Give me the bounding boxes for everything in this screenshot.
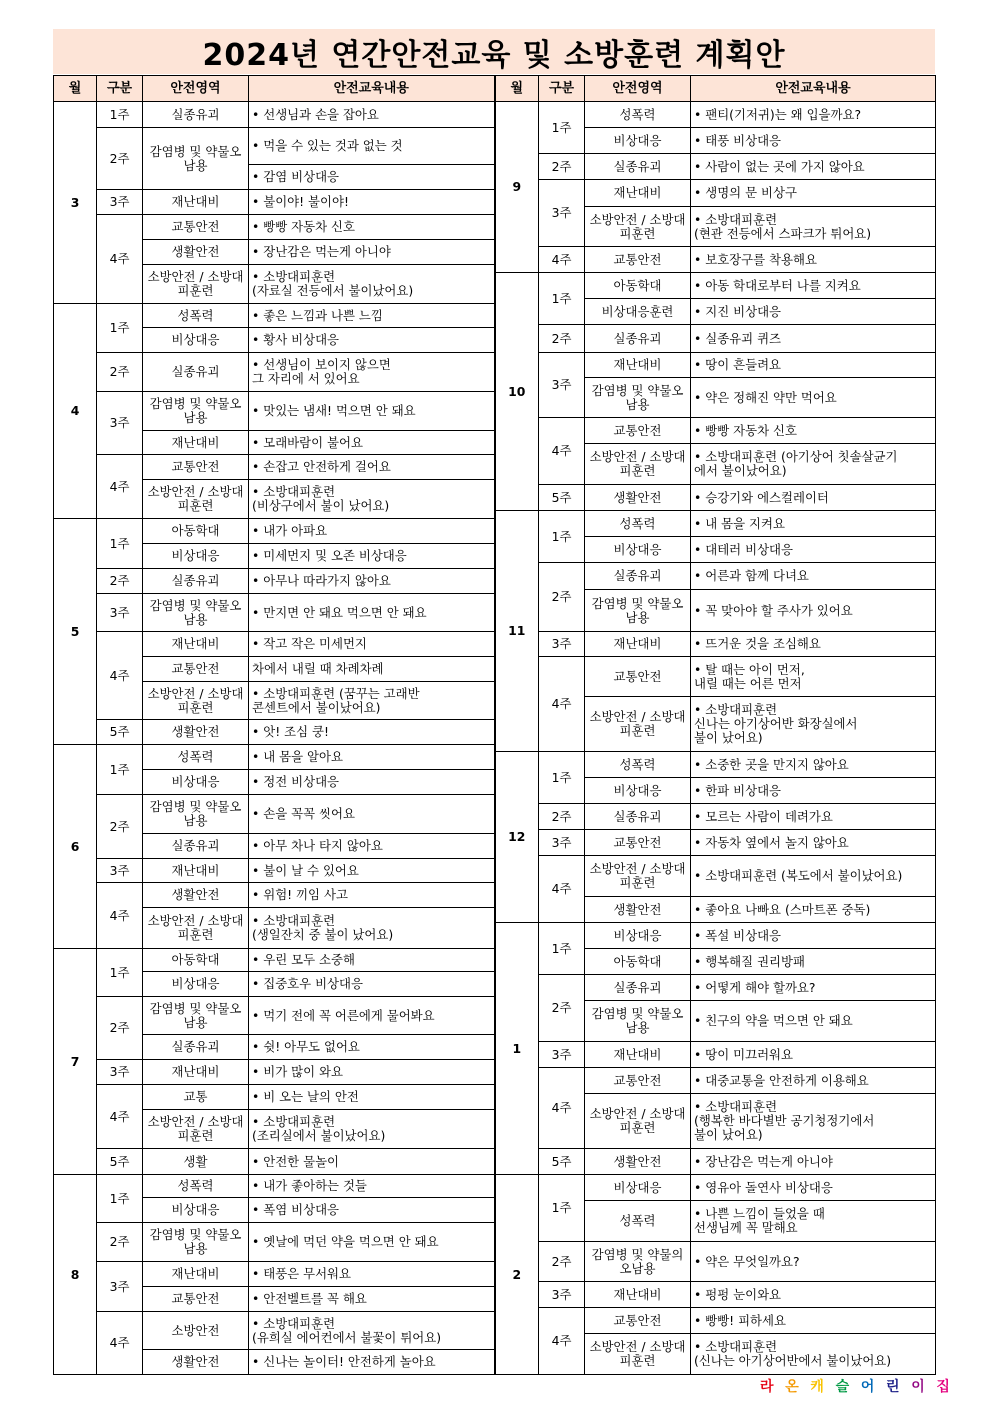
area-cell: 비상대응훈련 — [585, 299, 691, 325]
area-cell: 감염병 및 약물오남용 — [143, 795, 249, 834]
safety-plan-table — [53, 75, 936, 1375]
content-cell: • 비 오는 날의 안전 — [249, 1085, 495, 1110]
content-cell: • 선생님과 손을 잡아요 — [249, 102, 495, 128]
area-cell: 아동학대 — [143, 519, 249, 544]
content-cell: • 소방대피훈련 (비상구에서 불이 났어요) — [249, 480, 495, 519]
header-content: 안전교육내용 — [691, 76, 936, 102]
week-cell: 3주 — [97, 1060, 143, 1085]
content-cell: • 소방대피훈련 (아기상어 칫솔살균기 에서 불이났어요) — [691, 444, 936, 485]
week-cell: 4주 — [97, 1312, 143, 1375]
content-cell: • 내가 좋아하는 것들 — [249, 1175, 495, 1198]
month-cell: 2 — [495, 1175, 539, 1375]
area-cell: 교통안전 — [143, 455, 249, 480]
area-cell: 비상대응 — [585, 923, 691, 949]
content-cell: • 꼭 맞아야 할 주사가 있어요 — [691, 590, 936, 632]
content-cell: • 보호장구를 착용해요 — [691, 247, 936, 273]
area-cell: 실종유괴 — [143, 1035, 249, 1060]
week-cell: 4주 — [97, 455, 143, 519]
area-cell: 재난대비 — [143, 431, 249, 455]
area-cell: 재난대비 — [585, 180, 691, 207]
area-cell: 실종유괴 — [143, 102, 249, 128]
content-cell: • 집중호우 비상대응 — [249, 972, 495, 997]
month-cell: 4 — [54, 304, 97, 519]
area-cell: 생활안전 — [585, 485, 691, 511]
week-cell: 1주 — [97, 745, 143, 795]
content-cell: • 불이야! 불이야! — [249, 190, 495, 215]
week-cell: 4주 — [539, 657, 585, 752]
week-cell: 1주 — [539, 102, 585, 154]
content-cell: • 아무 차나 타지 않아요 — [249, 834, 495, 859]
month-cell: 11 — [495, 511, 539, 752]
area-cell: 재난대비 — [143, 859, 249, 883]
content-cell: • 행복해질 권리방패 — [691, 949, 936, 975]
content-cell: • 소방대피훈련 (현관 전등에서 스파크가 튀어요) — [691, 207, 936, 247]
content-cell: • 소방대피훈련 (생일잔치 중 불이 났어요) — [249, 908, 495, 949]
week-cell: 1주 — [97, 304, 143, 353]
content-cell: • 불이 날 수 있어요 — [249, 859, 495, 883]
week-cell: 1주 — [539, 1175, 585, 1242]
footer-char: 캐 — [810, 1379, 824, 1395]
month-cell: 1 — [495, 923, 539, 1175]
area-cell: 소방안전 / 소방대피훈련 — [585, 1334, 691, 1375]
content-cell: • 땅이 미끄러워요 — [691, 1042, 936, 1068]
area-cell: 성폭력 — [585, 102, 691, 128]
area-cell: 성폭력 — [585, 752, 691, 778]
area-cell: 교통안전 — [585, 247, 691, 273]
content-cell: • 미세먼지 및 오존 비상대응 — [249, 544, 495, 569]
content-cell: • 신나는 놀이터! 안전하게 놀아요 — [249, 1350, 495, 1375]
area-cell: 재난대비 — [585, 1042, 691, 1068]
content-cell: • 땅이 흔들려요 — [691, 353, 936, 378]
week-cell: 2주 — [539, 1242, 585, 1282]
area-cell: 실종유괴 — [585, 804, 691, 830]
content-cell: • 뜨거운 것을 조심해요 — [691, 632, 936, 657]
content-cell: • 옛날에 먹던 약을 먹으면 안 돼요 — [249, 1223, 495, 1262]
content-cell: • 안전한 물놀이 — [249, 1149, 495, 1175]
content-cell: • 앗! 조심 쿵! — [249, 720, 495, 745]
area-cell: 교통안전 — [143, 215, 249, 240]
footer-char: 슬 — [835, 1379, 850, 1395]
area-cell: 교통안전 — [585, 657, 691, 697]
area-cell: 재난대비 — [585, 632, 691, 657]
week-cell: 4주 — [539, 418, 585, 485]
week-cell: 1주 — [97, 519, 143, 569]
month-cell: 6 — [54, 745, 97, 949]
table-row — [54, 102, 936, 128]
week-cell: 4주 — [539, 1308, 585, 1375]
content-cell: • 손을 꼭꼭 씻어요 — [249, 795, 495, 834]
area-cell: 소방안전 — [143, 1312, 249, 1350]
content-cell: • 모래바람이 불어요 — [249, 431, 495, 455]
week-cell: 5주 — [539, 485, 585, 511]
content-cell: • 사람이 없는 곳에 가지 않아요 — [691, 154, 936, 180]
area-cell: 교통안전 — [585, 830, 691, 856]
area-cell: 소방안전 / 소방대피훈련 — [143, 480, 249, 519]
content-cell: • 약은 정해진 약만 먹어요 — [691, 378, 936, 418]
area-cell: 감염병 및 약물오남용 — [143, 128, 249, 190]
area-cell: 교통안전 — [585, 1308, 691, 1334]
area-cell: 감염병 및 약물오남용 — [143, 997, 249, 1035]
area-cell: 교통안전 — [143, 1287, 249, 1312]
area-cell: 교통 — [143, 1085, 249, 1110]
content-cell: • 대테러 비상대응 — [691, 537, 936, 563]
content-cell: • 만지면 안 돼요 먹으면 안 돼요 — [249, 594, 495, 632]
week-cell: 5주 — [539, 1149, 585, 1175]
week-cell: 3주 — [97, 1262, 143, 1312]
week-cell: 2주 — [539, 975, 585, 1042]
week-cell: 4주 — [539, 1068, 585, 1149]
table-header-row — [54, 76, 936, 102]
area-cell: 감염병 및 약물오남용 — [585, 590, 691, 632]
content-cell: • 소방대피훈련 (유희실 에어컨에서 불꽃이 튀어요) — [249, 1312, 495, 1350]
area-cell: 재난대비 — [143, 1262, 249, 1287]
area-cell: 비상대응 — [143, 544, 249, 569]
content-cell: • 소방대피훈련 (복도에서 불이났어요) — [691, 856, 936, 897]
content-cell: • 지진 비상대응 — [691, 299, 936, 325]
header-week: 구분 — [97, 76, 143, 102]
week-cell: 1주 — [97, 1175, 143, 1223]
content-cell: • 빵빵 자동차 신호 — [249, 215, 495, 240]
content-cell: • 우린 모두 소중해 — [249, 949, 495, 972]
content-cell: • 내 몸을 알아요 — [249, 745, 495, 770]
content-cell: • 아무나 따라가지 않아요 — [249, 569, 495, 594]
footer-char: 이 — [911, 1379, 925, 1395]
content-cell: • 소방대피훈련 (자료실 전등에서 불이났어요) — [249, 265, 495, 304]
week-cell: 1주 — [97, 102, 143, 128]
content-cell: • 어떻게 해야 할까요? — [691, 975, 936, 1001]
footer-char: 온 — [785, 1379, 799, 1395]
area-cell: 실종유괴 — [585, 563, 691, 590]
area-cell: 교통안전 — [585, 418, 691, 444]
week-cell: 1주 — [97, 949, 143, 997]
area-cell: 감염병 및 약물오남용 — [143, 1223, 249, 1262]
area-cell: 감염병 및 약물오남용 — [585, 1001, 691, 1042]
area-cell: 감염병 및 약물의오남용 — [585, 1242, 691, 1282]
week-cell: 2주 — [97, 128, 143, 190]
week-cell: 4주 — [97, 632, 143, 720]
month-cell: 12 — [495, 752, 539, 923]
content-cell: • 자동차 옆에서 놀지 않아요 — [691, 830, 936, 856]
content-cell: • 약은 무엇일까요? — [691, 1242, 936, 1282]
area-cell: 재난대비 — [143, 190, 249, 215]
content-cell: • 펑펑 눈이와요 — [691, 1282, 936, 1308]
area-cell: 실종유괴 — [585, 325, 691, 353]
content-cell: • 장난감은 먹는게 아니야 — [691, 1149, 936, 1175]
week-cell: 1주 — [539, 511, 585, 563]
area-cell: 재난대비 — [585, 353, 691, 378]
month-cell: 3 — [54, 102, 97, 304]
content-cell: 차에서 내릴 때 차례차례 — [249, 657, 495, 682]
month-cell: 7 — [54, 949, 97, 1175]
area-cell: 소방안전 / 소방대피훈련 — [585, 1094, 691, 1149]
week-cell: 4주 — [97, 1085, 143, 1149]
footer-char: 라 — [760, 1379, 774, 1395]
content-cell: • 작고 작은 미세먼지 — [249, 632, 495, 657]
area-cell: 소방안전 / 소방대피훈련 — [585, 207, 691, 247]
week-cell: 2주 — [97, 997, 143, 1060]
content-cell: • 빵빵 자동차 신호 — [691, 418, 936, 444]
content-cell: • 안전벨트를 꼭 해요 — [249, 1287, 495, 1312]
content-cell: • 쉿! 아무도 없어요 — [249, 1035, 495, 1060]
week-cell: 3주 — [97, 190, 143, 215]
week-cell: 1주 — [539, 752, 585, 804]
content-cell: • 모르는 사람이 데려가요 — [691, 804, 936, 830]
content-cell: • 내 몸을 지켜요 — [691, 511, 936, 537]
area-cell: 교통안전 — [143, 657, 249, 682]
content-cell: • 빵빵! 피하세요 — [691, 1308, 936, 1334]
header-week: 구분 — [539, 76, 585, 102]
week-cell: 1주 — [539, 273, 585, 325]
week-cell: 3주 — [97, 392, 143, 455]
area-cell: 아동학대 — [585, 273, 691, 299]
content-cell: • 탈 때는 아이 먼저, 내릴 때는 어른 먼저 — [691, 657, 936, 697]
area-cell: 비상대응 — [143, 770, 249, 795]
area-cell: 생활안전 — [143, 720, 249, 745]
header-content: 안전교육내용 — [249, 76, 495, 102]
month-cell: 5 — [54, 519, 97, 745]
week-cell: 4주 — [97, 883, 143, 949]
week-cell: 3주 — [539, 1282, 585, 1308]
content-cell: • 소방대피훈련 (행복한 바다별반 공기청정기에서 불이 났어요) — [691, 1094, 936, 1149]
week-cell: 2주 — [539, 804, 585, 830]
week-cell: 3주 — [539, 353, 585, 418]
area-cell: 성폭력 — [585, 1201, 691, 1242]
week-cell: 4주 — [97, 215, 143, 304]
content-cell: • 선생님이 보이지 않으면 그 자리에 서 있어요 — [249, 353, 495, 392]
area-cell: 비상대응 — [143, 1198, 249, 1223]
header-month: 월 — [54, 76, 97, 102]
content-cell: • 폭설 비상대응 — [691, 923, 936, 949]
content-cell: • 팬티(기저귀)는 왜 입을까요? — [691, 102, 936, 128]
content-cell: • 승강기와 에스컬레이터 — [691, 485, 936, 511]
content-cell: • 한파 비상대응 — [691, 778, 936, 804]
area-cell: 성폭력 — [143, 745, 249, 770]
week-cell: 3주 — [539, 1042, 585, 1068]
content-cell: • 소방대피훈련 (신나는 아기상어반에서 불이났어요) — [691, 1334, 936, 1375]
content-cell: • 어른과 함께 다녀요 — [691, 563, 936, 590]
area-cell: 생활안전 — [585, 1149, 691, 1175]
area-cell: 소방안전 / 소방대피훈련 — [143, 682, 249, 720]
content-cell: • 내가 아파요 — [249, 519, 495, 544]
content-cell: • 좋은 느낌과 나쁜 느낌 — [249, 304, 495, 328]
content-cell: • 먹을 수 있는 것과 없는 것 — [249, 128, 495, 165]
header-area: 안전영역 — [143, 76, 249, 102]
week-cell: 2주 — [539, 154, 585, 180]
week-cell: 4주 — [539, 247, 585, 273]
area-cell: 실종유괴 — [143, 353, 249, 392]
area-cell: 비상대응 — [585, 537, 691, 563]
area-cell: 실종유괴 — [585, 975, 691, 1001]
area-cell: 소방안전 / 소방대피훈련 — [585, 856, 691, 897]
area-cell: 생활 — [143, 1149, 249, 1175]
content-cell: • 영유아 돌연사 비상대응 — [691, 1175, 936, 1201]
area-cell: 비상대응 — [143, 328, 249, 353]
content-cell: • 태풍은 무서워요 — [249, 1262, 495, 1287]
content-cell: • 장난감은 먹는게 아니야 — [249, 240, 495, 265]
area-cell: 아동학대 — [143, 949, 249, 972]
header-area: 안전영역 — [585, 76, 691, 102]
week-cell: 3주 — [539, 830, 585, 856]
content-cell: • 나쁜 느낌이 들었을 때 선생님께 꼭 말해요 — [691, 1201, 936, 1242]
area-cell: 성폭력 — [585, 511, 691, 537]
page-title: 2024년 연간안전교육 및 소방훈련 계획안 — [53, 29, 935, 74]
area-cell: 재난대비 — [143, 1060, 249, 1085]
content-cell: • 실종유괴 퀴즈 — [691, 325, 936, 353]
area-cell: 비상대응 — [143, 972, 249, 997]
footer-char: 집 — [936, 1379, 950, 1395]
area-cell: 감염병 및 약물오남용 — [143, 594, 249, 632]
week-cell: 5주 — [97, 720, 143, 745]
area-cell: 성폭력 — [143, 304, 249, 328]
content-cell: • 태풍 비상대응 — [691, 128, 936, 154]
week-cell: 3주 — [97, 859, 143, 883]
footer-char: 린 — [886, 1379, 900, 1395]
area-cell: 감염병 및 약물오남용 — [143, 392, 249, 431]
week-cell: 2주 — [97, 353, 143, 392]
area-cell: 소방안전 / 소방대피훈련 — [585, 444, 691, 485]
content-cell: • 맛있는 냄새! 먹으면 안 돼요 — [249, 392, 495, 431]
week-cell: 3주 — [539, 180, 585, 247]
header-month: 월 — [495, 76, 539, 102]
content-cell: • 소방대피훈련 신나는 아기상어반 화장실에서 불이 났어요) — [691, 697, 936, 752]
area-cell: 성폭력 — [143, 1175, 249, 1198]
area-cell: 실종유괴 — [585, 154, 691, 180]
area-cell: 비상대응 — [585, 128, 691, 154]
content-cell: • 감염 비상대응 — [249, 165, 495, 190]
content-cell: • 비가 많이 와요 — [249, 1060, 495, 1085]
footer-char: 어 — [860, 1379, 875, 1395]
week-cell: 2주 — [97, 795, 143, 859]
area-cell: 비상대응 — [585, 778, 691, 804]
week-cell: 2주 — [97, 1223, 143, 1262]
week-cell: 5주 — [97, 1149, 143, 1175]
week-cell: 2주 — [539, 563, 585, 632]
content-cell: • 소방대피훈련 (꿈꾸는 고래반 콘센트에서 불이났어요) — [249, 682, 495, 720]
area-cell: 아동학대 — [585, 949, 691, 975]
area-cell: 생활안전 — [143, 883, 249, 908]
area-cell: 생활안전 — [143, 240, 249, 265]
week-cell: 3주 — [539, 632, 585, 657]
content-cell: • 위험! 끼임 사고 — [249, 883, 495, 908]
week-cell: 3주 — [97, 594, 143, 632]
area-cell: 재난대비 — [143, 632, 249, 657]
content-cell: • 대중교통을 안전하게 이용해요 — [691, 1068, 936, 1094]
month-cell: 9 — [495, 102, 539, 273]
week-cell: 2주 — [539, 325, 585, 353]
content-cell: • 정전 비상대응 — [249, 770, 495, 795]
content-cell: • 황사 비상대응 — [249, 328, 495, 353]
content-cell: • 생명의 문 비상구 — [691, 180, 936, 207]
area-cell: 소방안전 / 소방대피훈련 — [585, 697, 691, 752]
content-cell: • 폭염 비상대응 — [249, 1198, 495, 1223]
area-cell: 소방안전 / 소방대피훈련 — [143, 265, 249, 304]
content-cell: • 아동 학대로부터 나를 지켜요 — [691, 273, 936, 299]
area-cell: 생활안전 — [143, 1350, 249, 1375]
content-cell: • 소중한 곳을 만지지 않아요 — [691, 752, 936, 778]
kindergarten-name — [760, 1376, 950, 1396]
area-cell: 실종유괴 — [143, 834, 249, 859]
table-row — [54, 1175, 936, 1198]
week-cell: 1주 — [539, 923, 585, 975]
content-cell: • 먹기 전에 꼭 어른에게 물어봐요 — [249, 997, 495, 1035]
content-cell: • 손잡고 안전하게 걸어요 — [249, 455, 495, 480]
area-cell: 소방안전 / 소방대피훈련 — [143, 908, 249, 949]
week-cell: 4주 — [539, 856, 585, 923]
area-cell: 재난대비 — [585, 1282, 691, 1308]
area-cell: 비상대응 — [585, 1175, 691, 1201]
area-cell: 교통안전 — [585, 1068, 691, 1094]
area-cell: 소방안전 / 소방대피훈련 — [143, 1110, 249, 1149]
content-cell: • 소방대피훈련 (조리실에서 불이났어요) — [249, 1110, 495, 1149]
week-cell: 2주 — [97, 569, 143, 594]
month-cell: 8 — [54, 1175, 97, 1375]
area-cell: 생활안전 — [585, 897, 691, 923]
content-cell: • 좋아요 나빠요 (스마트폰 중독) — [691, 897, 936, 923]
area-cell: 실종유괴 — [143, 569, 249, 594]
area-cell: 감염병 및 약물오남용 — [585, 378, 691, 418]
content-cell: • 친구의 약을 먹으면 안 돼요 — [691, 1001, 936, 1042]
month-cell: 10 — [495, 273, 539, 511]
